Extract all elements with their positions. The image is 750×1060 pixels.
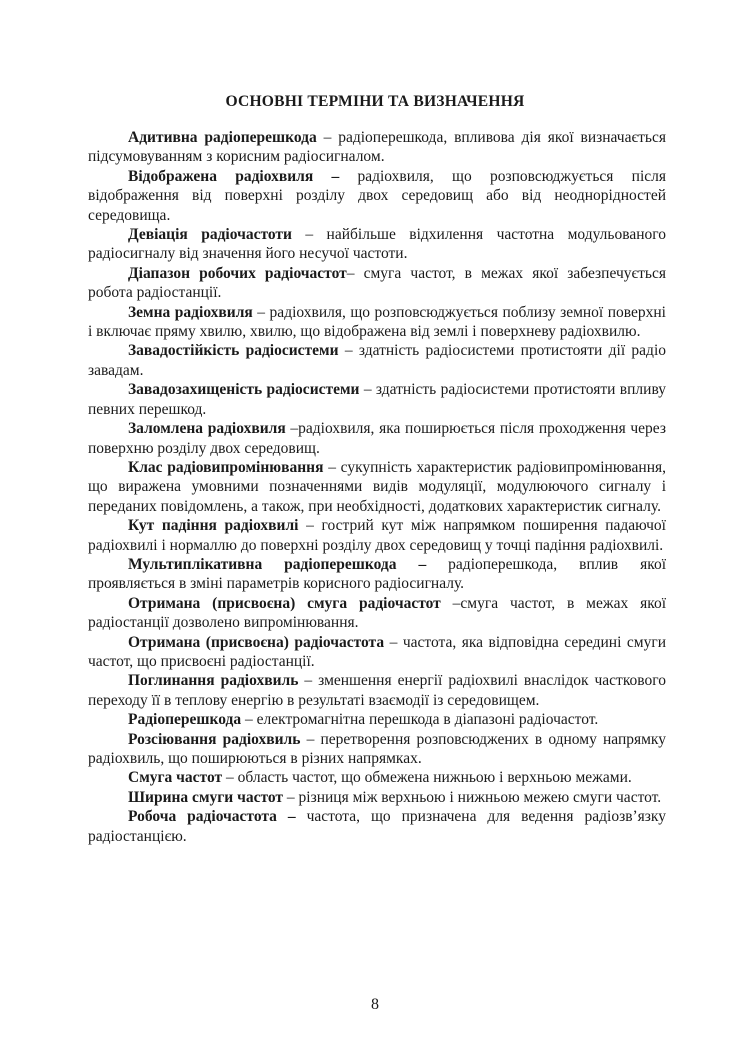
- term-definition: – область частот, що обмежена нижньою і верхньою межами.: [222, 769, 632, 787]
- term: Поглинання радіохвиль: [128, 672, 299, 690]
- term: Завадозахищеність радіосистеми: [128, 381, 360, 399]
- term: Адитивна радіоперешкода: [128, 129, 317, 146]
- definition-entry: [88, 380, 666, 419]
- term: Девіація радіочастоти: [128, 226, 292, 244]
- definition-entry: [88, 458, 666, 516]
- term: Розсіювання радіохвиль: [128, 730, 301, 748]
- definition-entry: [88, 671, 666, 710]
- term-definition: частота, що призначена для ведення радіозв’язку радіостанцією.: [88, 808, 666, 845]
- definition-entry: [88, 594, 666, 633]
- term: Заломлена радіохвиля: [128, 420, 286, 438]
- term-definition: – гострий кут між напрямком поширення падаючої радіохвилі і нормаллю до поверхні розділу двох середовищ у точці падіння радіохвилі.: [88, 517, 666, 554]
- page-number: 8: [371, 996, 379, 1013]
- term: Клас радіовипромінювання: [128, 458, 324, 476]
- term: Завадостійкість радіосистеми: [128, 342, 339, 360]
- definition-entry: [88, 788, 666, 807]
- term-definition: –радіохвиля, яка поширюється після проходження через поверхню розділу двох середовищ.: [88, 420, 666, 457]
- term-definition: – здатність радіосистеми протистояти дії радіо завадам.: [88, 342, 666, 379]
- term: Смуга частот: [128, 769, 223, 787]
- term-definition: – перетворення розповсюджених в одному напрямку радіохвиль, що поширюються в різних напрямках.: [88, 730, 666, 767]
- term-definition: радіоперешкода, вплив якої проявляється в зміні параметрів корисного радіосигналу.: [88, 555, 667, 593]
- term-definition: – радіоперешкода, впливова дія якої визначається підсумовуванням з корисним радіосигналом.: [88, 129, 666, 166]
- term: Відображена радіохвиля –: [128, 167, 340, 185]
- term-definition: – смуга частот, в межах якої забезпечується робота радіостанції.: [88, 264, 666, 302]
- term-definition: радіохвиля, що розповсюджується після відображення від поверхні розділу двох середовищ або від неоднорідностей середовища.: [88, 167, 666, 224]
- term: Отримана (присвоєна) радіочастота: [128, 633, 385, 651]
- term: Ширина смуги частот: [128, 788, 284, 806]
- term-definition: – найбільше відхилення частотна модульованого радіосигналу від значення його несучої частоти.: [88, 226, 666, 263]
- definition-entry: [88, 128, 666, 167]
- term-definition: – різниця між верхньою і нижньою межею смуги частот.: [283, 788, 662, 806]
- term-definition: – електромагнітна перешкода в діапазоні радіочастот.: [241, 711, 599, 729]
- definition-entry: [88, 555, 666, 594]
- term: Мультиплікативна радіоперешкода –: [128, 555, 427, 573]
- term-definition: – радіохвиля, що розповсюджується поблизу земної поверхні і включає пряму хвилю, хвилю, що відображена від землі і поверхневу радіохвилю.: [88, 303, 666, 341]
- definition-entry: [88, 730, 666, 769]
- definition-entry: [88, 633, 666, 672]
- term: Діапазон робочих радіочастот: [128, 264, 347, 282]
- term: Радіоперешкода: [128, 711, 242, 729]
- term-definition: – здатність радіосистеми протистояти впливу певних перешкод.: [88, 381, 666, 418]
- term: Земна радіохвиля: [128, 303, 253, 321]
- definition-entry: [88, 341, 666, 380]
- definition-entry: [88, 768, 666, 787]
- page-title: ОСНОВНІ ТЕРМІНИ ТА ВИЗНАЧЕННЯ: [225, 93, 525, 110]
- definitions-list: [88, 128, 666, 846]
- term: Отримана (присвоєна) смуга радіочастот: [128, 594, 441, 612]
- definition-entry: [88, 710, 666, 729]
- definition-entry: [88, 807, 666, 846]
- definition-entry: [88, 225, 666, 264]
- term-definition: –смуга частот, в межах якої радіостанції дозволено випромінювання.: [88, 594, 666, 632]
- definition-entry: [88, 419, 666, 458]
- term-definition: – зменшення енергії радіохвилі внаслідок часткового переходу її в теплову енергію в результаті взаємодії із середовищем.: [88, 672, 666, 709]
- definition-entry: [88, 167, 666, 225]
- definition-entry: [88, 264, 666, 303]
- term-definition: – частота, яка відповідна середині смуги частот, що присвоєні радіостанції.: [88, 633, 666, 670]
- term: Робоча радіочастота –: [128, 808, 296, 826]
- term-definition: – сукупність характеристик радіовипромінювання, що виражена умовними позначеннями видів модуляції, модулюючого сигналу і переданих повідомлень, а також, при необхідності, додаткових характеристик сигналу.: [88, 458, 666, 515]
- definition-entry: [88, 516, 666, 555]
- term: Кут падіння радіохвилі: [128, 517, 299, 535]
- definition-entry: [88, 303, 666, 342]
